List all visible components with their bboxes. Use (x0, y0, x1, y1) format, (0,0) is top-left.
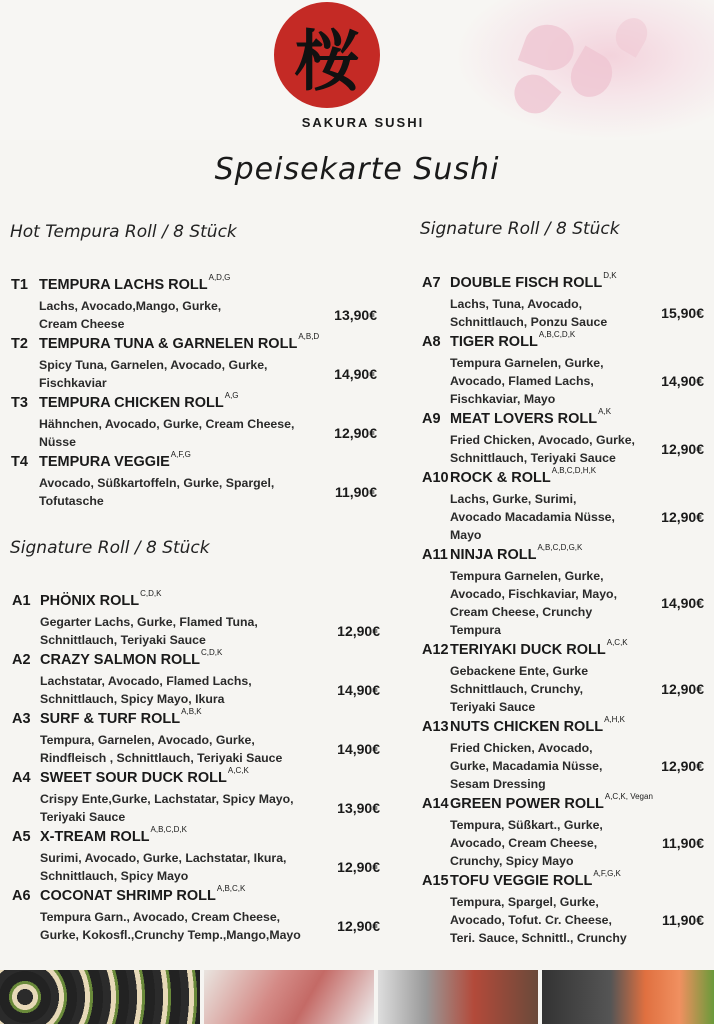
item-allergens: A,C,K (227, 766, 249, 775)
menu-item (12, 648, 380, 708)
item-code: A5 (12, 829, 31, 845)
description-line: Avocado Macadamia Nüsse, (450, 510, 615, 524)
item-name: NINJA ROLL (450, 547, 537, 563)
item-description (12, 672, 337, 708)
description-line: Nüsse (39, 435, 76, 449)
item-description (422, 490, 661, 544)
description-line: Tempura, Garnelen, Avocado, Gurke, (40, 733, 255, 747)
item-code: T3 (11, 395, 28, 411)
description-line: Surimi, Avocado, Gurke, Lachstatar, Ikura, (40, 851, 287, 865)
item-body (11, 415, 377, 451)
item-price: 11,90€ (334, 484, 377, 500)
item-name: TEMPURA LACHS ROLL (39, 277, 208, 293)
food-photo-strip (0, 970, 714, 1024)
item-body (12, 672, 380, 708)
item-code: A15 (422, 873, 449, 889)
description-line: Lachs, Avocado,Mango, Gurke, (39, 299, 222, 313)
item-price: 14,90€ (661, 373, 704, 389)
item-name: TERIYAKI DUCK ROLL (450, 642, 606, 658)
description-line: Schnittlauch, Teriyaki Sauce (450, 451, 616, 465)
salmon-rolls-photo (542, 970, 714, 1024)
description-line: Lachs, Tuna, Avocado, (450, 297, 583, 311)
item-price: 12,90€ (661, 681, 704, 697)
description-line: Teriyaki Sauce (450, 700, 536, 714)
description-line: Crispy Ente,Gurke, Lachstatar, Spicy Mayo, (40, 792, 294, 806)
item-allergens: A,H,K (604, 715, 625, 724)
description-line: Avocado, Cream Cheese, (450, 836, 598, 850)
item-description (12, 613, 337, 649)
item-price: 11,90€ (661, 835, 704, 851)
item-header (11, 391, 377, 415)
item-body (422, 662, 704, 716)
item-allergens: A,B,C,D,K (150, 825, 187, 834)
menu-item (422, 330, 704, 408)
item-body (12, 731, 380, 767)
item-header (12, 825, 380, 849)
item-name: ROCK & ROLL (450, 470, 551, 486)
item-code: A3 (12, 711, 31, 727)
menu-item (422, 715, 704, 793)
item-allergens: A,K (598, 407, 612, 416)
description-line: Schnittlauch, Spicy Mayo, Ikura (40, 692, 225, 706)
description-line: Tempura Garnelen, Gurke, (450, 569, 604, 583)
item-code: A11 (422, 547, 448, 563)
item-description (422, 567, 661, 639)
item-description (422, 295, 661, 331)
section-title-tempura: Hot Tempura Roll / 8 Stück (10, 222, 237, 242)
item-body (422, 893, 704, 947)
item-code: A2 (12, 652, 31, 668)
item-code: A4 (12, 770, 31, 786)
tuna-photo (204, 970, 374, 1024)
description-line: Sesam Dressing (450, 777, 546, 791)
menu-item (11, 273, 377, 333)
description-line: Gurke, Kokosfl.,Crunchy Temp.,Mango,Mayo (40, 928, 301, 942)
description-line: Avocado, Süßkartoffeln, Gurke, Spargel, (39, 476, 275, 490)
item-header (422, 638, 704, 662)
description-line: Fischkaviar, Mayo (450, 392, 556, 406)
item-body (12, 908, 380, 944)
description-line: Gebackene Ente, Gurke (450, 664, 589, 678)
item-description (11, 297, 334, 333)
description-line: Gurke, Macadamia Nüsse, (450, 759, 603, 773)
item-allergens: A,B,K (181, 707, 202, 716)
item-code: T4 (11, 454, 28, 470)
menu-item (422, 466, 704, 544)
item-body (12, 849, 380, 885)
item-body (11, 297, 377, 333)
item-header (422, 543, 704, 567)
item-header (12, 766, 380, 790)
item-description (422, 893, 662, 947)
item-code: A14 (422, 796, 449, 812)
sashimi-photo (378, 970, 538, 1024)
item-description (11, 474, 335, 510)
description-line: Avocado, Tofut. Cr. Cheese, (450, 913, 612, 927)
item-name: PHÖNIX ROLL (40, 593, 140, 609)
description-line: Teri. Sauce, Schnittl., Crunchy (450, 931, 627, 945)
item-body (422, 490, 704, 544)
description-line: Teriyaki Sauce (40, 810, 126, 824)
item-code: T2 (11, 336, 28, 352)
item-body (11, 474, 377, 510)
menu-item (11, 332, 377, 392)
item-description (422, 354, 661, 408)
item-code: A1 (12, 593, 31, 609)
menu-item (12, 589, 380, 649)
item-price: 12,90€ (661, 758, 704, 774)
description-line: Tempura (450, 623, 502, 637)
item-code: A9 (422, 411, 441, 427)
item-name: DOUBLE FISCH ROLL (450, 275, 603, 291)
item-code: A7 (422, 275, 441, 291)
item-body (422, 739, 704, 793)
item-header (12, 884, 380, 908)
item-price: 11,90€ (661, 912, 704, 928)
item-description (422, 816, 662, 870)
item-header (12, 589, 380, 613)
item-code: A10 (422, 470, 449, 486)
item-body (12, 613, 380, 649)
menu-item (422, 407, 704, 467)
section-title-signature-right: Signature Roll / 8 Stück (420, 219, 620, 239)
item-header (422, 792, 704, 816)
item-name: COCONAT SHRIMP ROLL (40, 888, 216, 904)
menu-item (422, 271, 704, 331)
item-name: GREEN POWER ROLL (450, 796, 604, 812)
item-name: TEMPURA VEGGIE (39, 454, 170, 470)
item-header (422, 271, 704, 295)
item-header (422, 466, 704, 490)
menu-item (11, 450, 377, 510)
item-header (12, 648, 380, 672)
item-allergens: A,F,G,K (593, 869, 621, 878)
description-line: Fried Chicken, Avocado, (450, 741, 593, 755)
item-header (11, 273, 377, 297)
item-allergens: D,K (603, 271, 617, 280)
item-price: 14,90€ (661, 595, 704, 611)
description-line: Tempura, Süßkart., Gurke, (450, 818, 603, 832)
item-name: TEMPURA TUNA & GARNELEN ROLL (39, 336, 298, 352)
item-price: 14,90€ (334, 366, 377, 382)
item-name: MEAT LOVERS ROLL (450, 411, 598, 427)
item-header (422, 869, 704, 893)
item-code: A12 (422, 642, 449, 658)
item-allergens: A,D,G (208, 273, 231, 282)
description-line: Spicy Tuna, Garnelen, Avocado, Gurke, (39, 358, 268, 372)
item-price: 15,90€ (661, 305, 704, 321)
description-line: Schnittlauch, Spicy Mayo (40, 869, 189, 883)
item-allergens: A,B,C,K (216, 884, 246, 893)
item-code: T1 (11, 277, 28, 293)
item-allergens: A,B,C,D,H,K (551, 466, 597, 475)
description-line: Avocado, Flamed Lachs, (450, 374, 594, 388)
menu-item (11, 391, 377, 451)
description-line: Fried Chicken, Avocado, Gurke, (450, 433, 635, 447)
item-allergens: A,G (224, 391, 239, 400)
item-price: 14,90€ (337, 682, 380, 698)
description-line: Lachs, Gurke, Surimi, (450, 492, 577, 506)
item-name: NUTS CHICKEN ROLL (450, 719, 604, 735)
description-line: Tempura Garnelen, Gurke, (450, 356, 604, 370)
item-header (11, 450, 377, 474)
item-allergens: C,D,K (140, 589, 162, 598)
signature-list-right (422, 271, 704, 950)
description-line: Hähnchen, Avocado, Gurke, Cream Cheese, (39, 417, 295, 431)
item-name: TIGER ROLL (450, 334, 538, 350)
item-description (11, 415, 334, 451)
logo-glyph: 桜 (294, 21, 360, 100)
item-header (11, 332, 377, 356)
item-name: SWEET SOUR DUCK ROLL (40, 770, 227, 786)
description-line: Tempura Garn., Avocado, Cream Cheese, (40, 910, 281, 924)
item-header (422, 330, 704, 354)
item-price: 12,90€ (337, 859, 380, 875)
item-name: TEMPURA CHICKEN ROLL (39, 395, 224, 411)
item-price: 12,90€ (661, 441, 704, 457)
description-line: Schnittlauch, Ponzu Sauce (450, 315, 608, 329)
description-line: Tofutasche (39, 494, 104, 508)
item-body (12, 790, 380, 826)
menu-item (12, 766, 380, 826)
item-body (422, 567, 704, 639)
tempura-list (11, 273, 377, 513)
section-title-signature-left: Signature Roll / 8 Stück (10, 538, 210, 558)
page-title: Speisekarte Sushi (214, 152, 500, 187)
item-header (12, 707, 380, 731)
item-price: 12,90€ (661, 509, 704, 525)
item-allergens: A,B,C,D,G,K (537, 543, 583, 552)
description-line: Tempura, Spargel, Gurke, (450, 895, 599, 909)
item-allergens: A,B,C,D,K (538, 330, 576, 339)
item-description (11, 356, 334, 392)
item-price: 12,90€ (337, 623, 380, 639)
description-line: Lachstatar, Avocado, Flamed Lachs, (40, 674, 252, 688)
item-price: 12,90€ (337, 918, 380, 934)
item-name: TOFU VEGGIE ROLL (450, 873, 593, 889)
menu-item (422, 543, 704, 639)
item-allergens: A,C,K, Vegan (604, 792, 653, 801)
item-description (422, 739, 661, 793)
menu-item (12, 825, 380, 885)
item-code: A6 (12, 888, 31, 904)
menu-item (12, 707, 380, 767)
item-body (422, 354, 704, 408)
item-description (12, 731, 337, 767)
item-name: CRAZY SALMON ROLL (40, 652, 201, 668)
header (0, 0, 714, 140)
description-line: Crunchy, Spicy Mayo (450, 854, 574, 868)
item-description (12, 908, 337, 944)
item-price: 13,90€ (334, 307, 377, 323)
sushi-rolls-photo (0, 970, 200, 1024)
item-price: 13,90€ (337, 800, 380, 816)
menu-item (422, 638, 704, 716)
menu-item (12, 884, 380, 944)
item-allergens: C,D,K (201, 648, 223, 657)
item-price: 12,90€ (334, 425, 377, 441)
item-name: X-TREAM ROLL (40, 829, 150, 845)
item-name: SURF & TURF ROLL (40, 711, 181, 727)
sakura-logo (274, 2, 380, 108)
item-description (12, 849, 337, 885)
description-line: Avocado, Fischkaviar, Mayo, (450, 587, 617, 601)
description-line: Cream Cheese, Crunchy (450, 605, 593, 619)
item-body (11, 356, 377, 392)
brand-name: SAKURA SUSHI (301, 115, 425, 130)
item-code: A13 (422, 719, 449, 735)
item-description (422, 662, 661, 716)
item-allergens: A,F,G (170, 450, 191, 459)
description-line: Schnittlauch, Teriyaki Sauce (40, 633, 206, 647)
item-body (422, 816, 704, 870)
description-line: Rindfleisch , Schnittlauch, Teriyaki Sauce (40, 751, 283, 765)
item-header (422, 407, 704, 431)
item-body (422, 295, 704, 331)
description-line: Gegarter Lachs, Gurke, Flamed Tuna, (40, 615, 258, 629)
description-line: Mayo (450, 528, 482, 542)
description-line: Cream Cheese (39, 317, 125, 331)
menu-item (422, 869, 704, 947)
item-allergens: A,B,D (298, 332, 320, 341)
item-price: 14,90€ (337, 741, 380, 757)
description-line: Fischkaviar (39, 376, 107, 390)
item-body (422, 431, 704, 467)
item-code: A8 (422, 334, 441, 350)
description-line: Schnittlauch, Crunchy, (450, 682, 584, 696)
item-header (422, 715, 704, 739)
item-description (422, 431, 661, 467)
item-description (12, 790, 337, 826)
item-allergens: A,C,K (606, 638, 628, 647)
menu-item (422, 792, 704, 870)
signature-list-left (12, 589, 380, 947)
